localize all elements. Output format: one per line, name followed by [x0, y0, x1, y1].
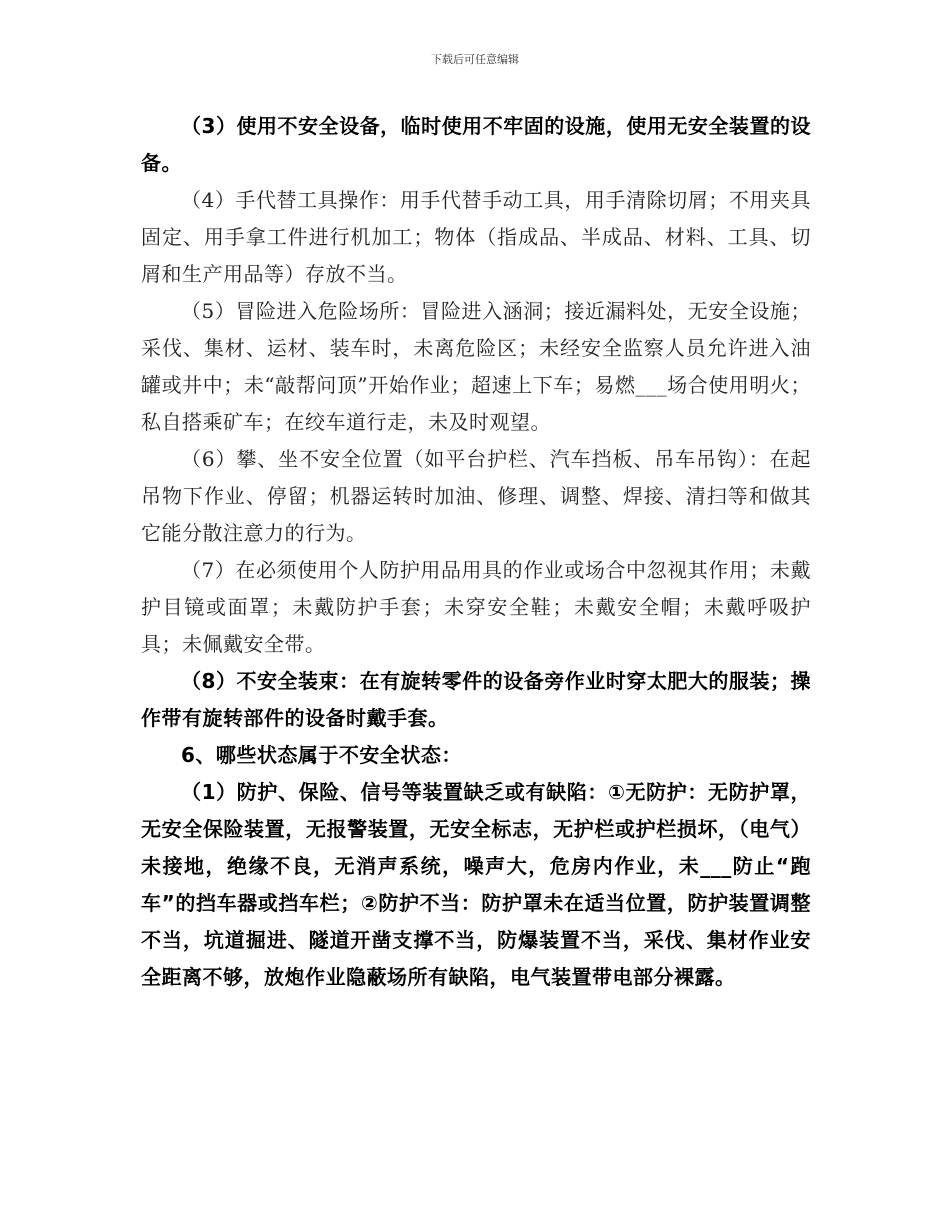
- document-body: [141, 108, 811, 996]
- paragraph-unsafe-positions: （6）攀、坐不安全位置（如平台护栏、汽车挡板、吊车吊钩）：在起吊物下作业、停留；机器运转时加油、修理、调整、焊接、清扫等和做其它能分散注意力的行为。: [141, 447, 811, 545]
- paragraph-protective-equipment: （7）在必须使用个人防护用品用具的作业或场合中忽视其作用；未戴护目镜或面罩；未戴防护手套；未穿安全鞋；未戴安全帽；未戴呼吸护具；未佩戴安全带。: [141, 558, 811, 656]
- paragraph-unsafe-equipment: （3）使用不安全设备，临时使用不牢固的设施，使用无安全装置的设备。: [141, 114, 811, 175]
- paragraph-unsafe-clothing: （8）不安全装束：在有旋转零件的设备旁作业时穿太肥大的服装；操作带有旋转部件的设备时戴手套。: [141, 669, 811, 730]
- paragraph-hand-tools: （4）手代替工具操作：用手代替手动工具，用手清除切屑；不用夹具固定、用手拿工件进行机加工；物体（指成品、半成品、材料、工具、切屑和生产用品等）存放不当。: [141, 188, 811, 286]
- paragraph-protection-defects: （1）防护、保险、信号等装置缺乏或有缺陷：①无防护：无防护罩，无安全保险装置，无报警装置，无安全标志，无护栏或护栏损坏，（电气）未接地，绝缘不良，无消声系统，噪声大，危房内作业，未___防止“跑车”的挡车器或挡车栏；②防护不当：防护罩未在适当位置，防护装置调整不当，坑道掘进、隧道开凿支撑不当，防爆装置不当，采伐、集材作业安全距离不够，放炮作业隐蔽场所有缺陷，电气装置带电部分裸露。: [141, 780, 811, 989]
- page-header: 下载后可任意编辑: [431, 53, 519, 66]
- paragraph-dangerous-places: （5）冒险进入危险场所：冒险进入涵洞；接近漏料处，无安全设施；采伐、集材、运材、装车时，未离危险区；未经安全监察人员允许进入油罐或井中；未“敲帮问顶”开始作业；超速上下车；易燃___场合使用明火；私自搭乘矿车；在绞车道行走，未及时观望。: [141, 299, 811, 434]
- section-heading-unsafe-states: 6、哪些状态属于不安全状态：: [181, 743, 462, 767]
